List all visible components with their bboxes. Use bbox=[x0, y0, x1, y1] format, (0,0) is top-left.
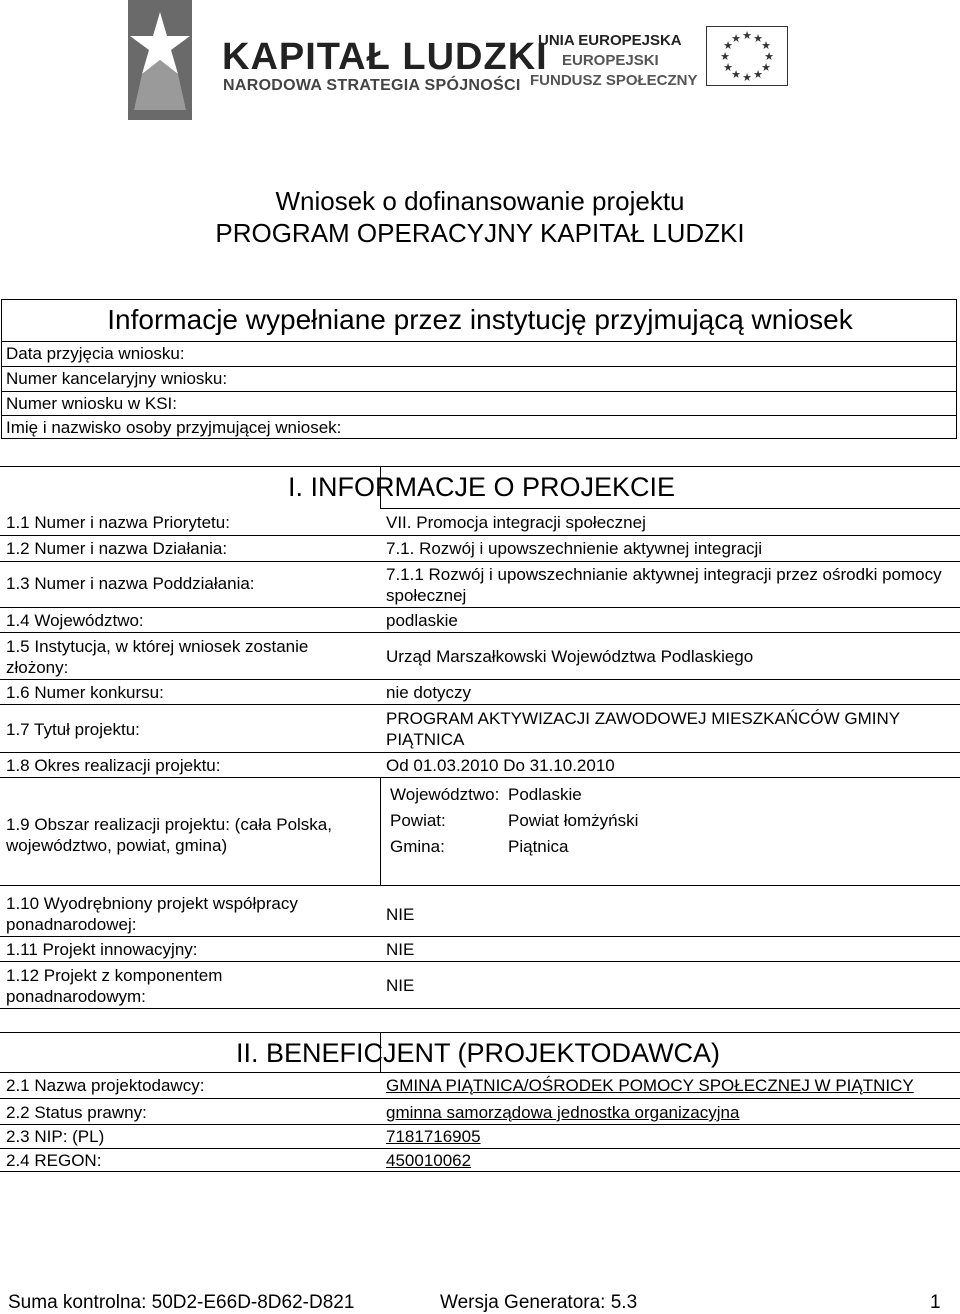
section-2-title: II. BENEFICJENT (PROJEKTODAWCA) bbox=[236, 1038, 721, 1068]
field-1-10-value: NIE bbox=[386, 905, 415, 924]
divider bbox=[1, 366, 957, 367]
field-1-12-label-line2: ponadnarodowym: bbox=[6, 987, 146, 1006]
field-1-10-label-line1: 1.10 Wyodrębniony projekt współpracy bbox=[6, 894, 298, 913]
document-title: Wniosek o dofinansowanie projektu bbox=[275, 186, 685, 216]
area-county-value: Powiat łomżyński bbox=[508, 811, 639, 830]
divider bbox=[0, 1124, 960, 1125]
program-title: PROGRAM OPERACYJNY KAPITAŁ LUDZKI bbox=[215, 218, 745, 248]
field-1-2-label: 1.2 Numer i nazwa Działania: bbox=[6, 539, 228, 558]
field-2-3-value: 7181716905 bbox=[386, 1127, 481, 1146]
field-1-7-value-line2: PIĄTNICA bbox=[386, 730, 465, 749]
field-1-2-value: 7.1. Rozwój i upowszechnienie aktywnej integracji bbox=[386, 539, 763, 558]
divider bbox=[380, 466, 381, 508]
divider bbox=[0, 561, 960, 562]
field-1-8-value: Od 01.03.2010 Do 31.10.2010 bbox=[386, 756, 615, 775]
svg-text:★: ★ bbox=[720, 50, 730, 63]
svg-text:★: ★ bbox=[753, 32, 763, 45]
field-1-5-value: Urząd Marszałkowski Województwa Podlaskiego bbox=[386, 647, 754, 666]
divider bbox=[380, 1032, 381, 1072]
field-1-7-value-line1: PROGRAM AKTYWIZACJI ZAWODOWEJ MIESZKAŃCÓW GMINY bbox=[386, 709, 901, 728]
divider bbox=[0, 607, 960, 608]
svg-text:★: ★ bbox=[731, 32, 741, 45]
field-1-6-label: 1.6 Numer konkursu: bbox=[6, 683, 164, 702]
svg-text:★: ★ bbox=[761, 39, 771, 52]
divider bbox=[0, 535, 960, 536]
area-voivodeship-value: Podlaskie bbox=[508, 785, 582, 804]
svg-text:★: ★ bbox=[761, 61, 771, 74]
divider bbox=[1, 391, 957, 392]
divider bbox=[0, 777, 960, 778]
field-1-4-label: 1.4 Województwo: bbox=[6, 611, 144, 630]
area-voivodeship-label: Województwo: bbox=[390, 785, 500, 804]
divider bbox=[0, 936, 960, 937]
svg-text:★: ★ bbox=[753, 68, 763, 81]
section-1-title: I. INFORMACJE O PROJEKCIE bbox=[288, 472, 676, 502]
divider bbox=[0, 1098, 960, 1099]
reception-info-title: Informacje wypełniane przez instytucję przyjmującą wniosek bbox=[107, 304, 853, 335]
footer-generator-version: Wersja Generatora: 5.3 bbox=[440, 1292, 638, 1313]
field-1-12-label-line1: 1.12 Projekt z komponentem bbox=[6, 966, 223, 985]
divider bbox=[0, 752, 960, 753]
ue-logo-line2: EUROPEJSKI bbox=[562, 52, 659, 69]
field-2-4-value: 450010062 bbox=[386, 1151, 472, 1170]
field-2-4-label: 2.4 REGON: bbox=[6, 1151, 102, 1170]
field-2-2-value: gminna samorządowa jednostka organizacyjna bbox=[386, 1103, 740, 1122]
field-1-3-value-line2: społecznej bbox=[386, 586, 467, 605]
field-1-1-value: VII. Promocja integracji społecznej bbox=[386, 513, 646, 532]
reception-row-date: Data przyjęcia wniosku: bbox=[6, 344, 185, 363]
divider bbox=[0, 679, 960, 680]
kapital-ludzki-title: KAPITAŁ LUDZKI bbox=[222, 36, 548, 78]
svg-text:★: ★ bbox=[731, 68, 741, 81]
field-1-10-label-line2: ponadnarodowej: bbox=[6, 915, 137, 934]
field-1-7-label: 1.7 Tytuł projektu: bbox=[6, 720, 140, 739]
field-1-3-label: 1.3 Numer i nazwa Poddziałania: bbox=[6, 574, 255, 593]
reception-row-office-number: Numer kancelaryjny wniosku: bbox=[6, 369, 228, 388]
field-1-8-label: 1.8 Okres realizacji projektu: bbox=[6, 756, 221, 775]
field-2-3-label: 2.3 NIP: (PL) bbox=[6, 1127, 105, 1146]
divider bbox=[0, 885, 960, 886]
divider bbox=[0, 1072, 960, 1073]
field-2-1-value: GMINA PIĄTNICA/OŚRODEK POMOCY SPOŁECZNEJ W PIĄTNICY bbox=[386, 1076, 914, 1095]
divider bbox=[0, 1171, 960, 1172]
footer-page-number: 1 bbox=[930, 1292, 941, 1313]
kapital-ludzki-subtitle: NARODOWA STRATEGIA SPÓJNOŚCI bbox=[223, 77, 521, 94]
field-1-1-label: 1.1 Numer i nazwa Priorytetu: bbox=[6, 513, 230, 532]
divider bbox=[380, 777, 381, 885]
ue-logo-line3: FUNDUSZ SPOŁECZNY bbox=[530, 72, 698, 89]
field-1-5-label-line2: złożony: bbox=[6, 658, 69, 677]
field-1-4-value: podlaskie bbox=[386, 611, 458, 630]
svg-text:★: ★ bbox=[723, 39, 733, 52]
field-1-11-label: 1.11 Projekt innowacyjny: bbox=[6, 940, 198, 959]
eu-flag-icon bbox=[706, 26, 788, 86]
field-1-11-value: NIE bbox=[386, 940, 415, 959]
divider bbox=[380, 508, 960, 509]
field-1-5-label-line1: 1.5 Instytucja, w której wniosek zostanie bbox=[6, 637, 309, 656]
divider bbox=[0, 1148, 960, 1149]
divider bbox=[0, 1032, 960, 1033]
divider bbox=[0, 1008, 960, 1009]
field-1-12-value: NIE bbox=[386, 976, 415, 995]
svg-text:★: ★ bbox=[764, 50, 774, 63]
divider bbox=[0, 961, 960, 962]
field-1-9-label-line1: 1.9 Obszar realizacji projektu: (cała Polska, bbox=[6, 815, 332, 834]
svg-text:★: ★ bbox=[742, 71, 752, 84]
area-county-label: Powiat: bbox=[390, 811, 446, 830]
svg-text:★: ★ bbox=[723, 61, 733, 74]
ue-logo-line1: UNIA EUROPEJSKA bbox=[538, 32, 682, 49]
area-commune-value: Piątnica bbox=[508, 837, 569, 856]
footer-checksum: Suma kontrolna: 50D2-E66D-8D62-D821 bbox=[8, 1292, 355, 1313]
field-2-2-label: 2.2 Status prawny: bbox=[6, 1103, 147, 1122]
field-2-1-label: 2.1 Nazwa projektodawcy: bbox=[6, 1076, 205, 1095]
svg-text:★: ★ bbox=[742, 29, 752, 42]
reception-row-receiver-name: Imię i nazwisko osoby przyjmującej wniosek: bbox=[6, 418, 342, 437]
field-1-6-value: nie dotyczy bbox=[386, 683, 472, 702]
field-1-3-value-line1: 7.1.1 Rozwój i upowszechnianie aktywnej integracji przez ośrodki pomocy bbox=[386, 565, 942, 584]
area-commune-label: Gmina: bbox=[390, 837, 445, 856]
reception-row-ksi-number: Numer wniosku w KSI: bbox=[6, 394, 177, 413]
divider bbox=[1, 415, 957, 416]
field-1-9-label-line2: województwo, powiat, gmina) bbox=[6, 836, 228, 855]
divider bbox=[0, 704, 960, 705]
divider bbox=[0, 466, 960, 467]
kapital-ludzki-star-logo bbox=[128, 0, 192, 120]
divider bbox=[1, 341, 957, 342]
divider bbox=[0, 632, 960, 633]
